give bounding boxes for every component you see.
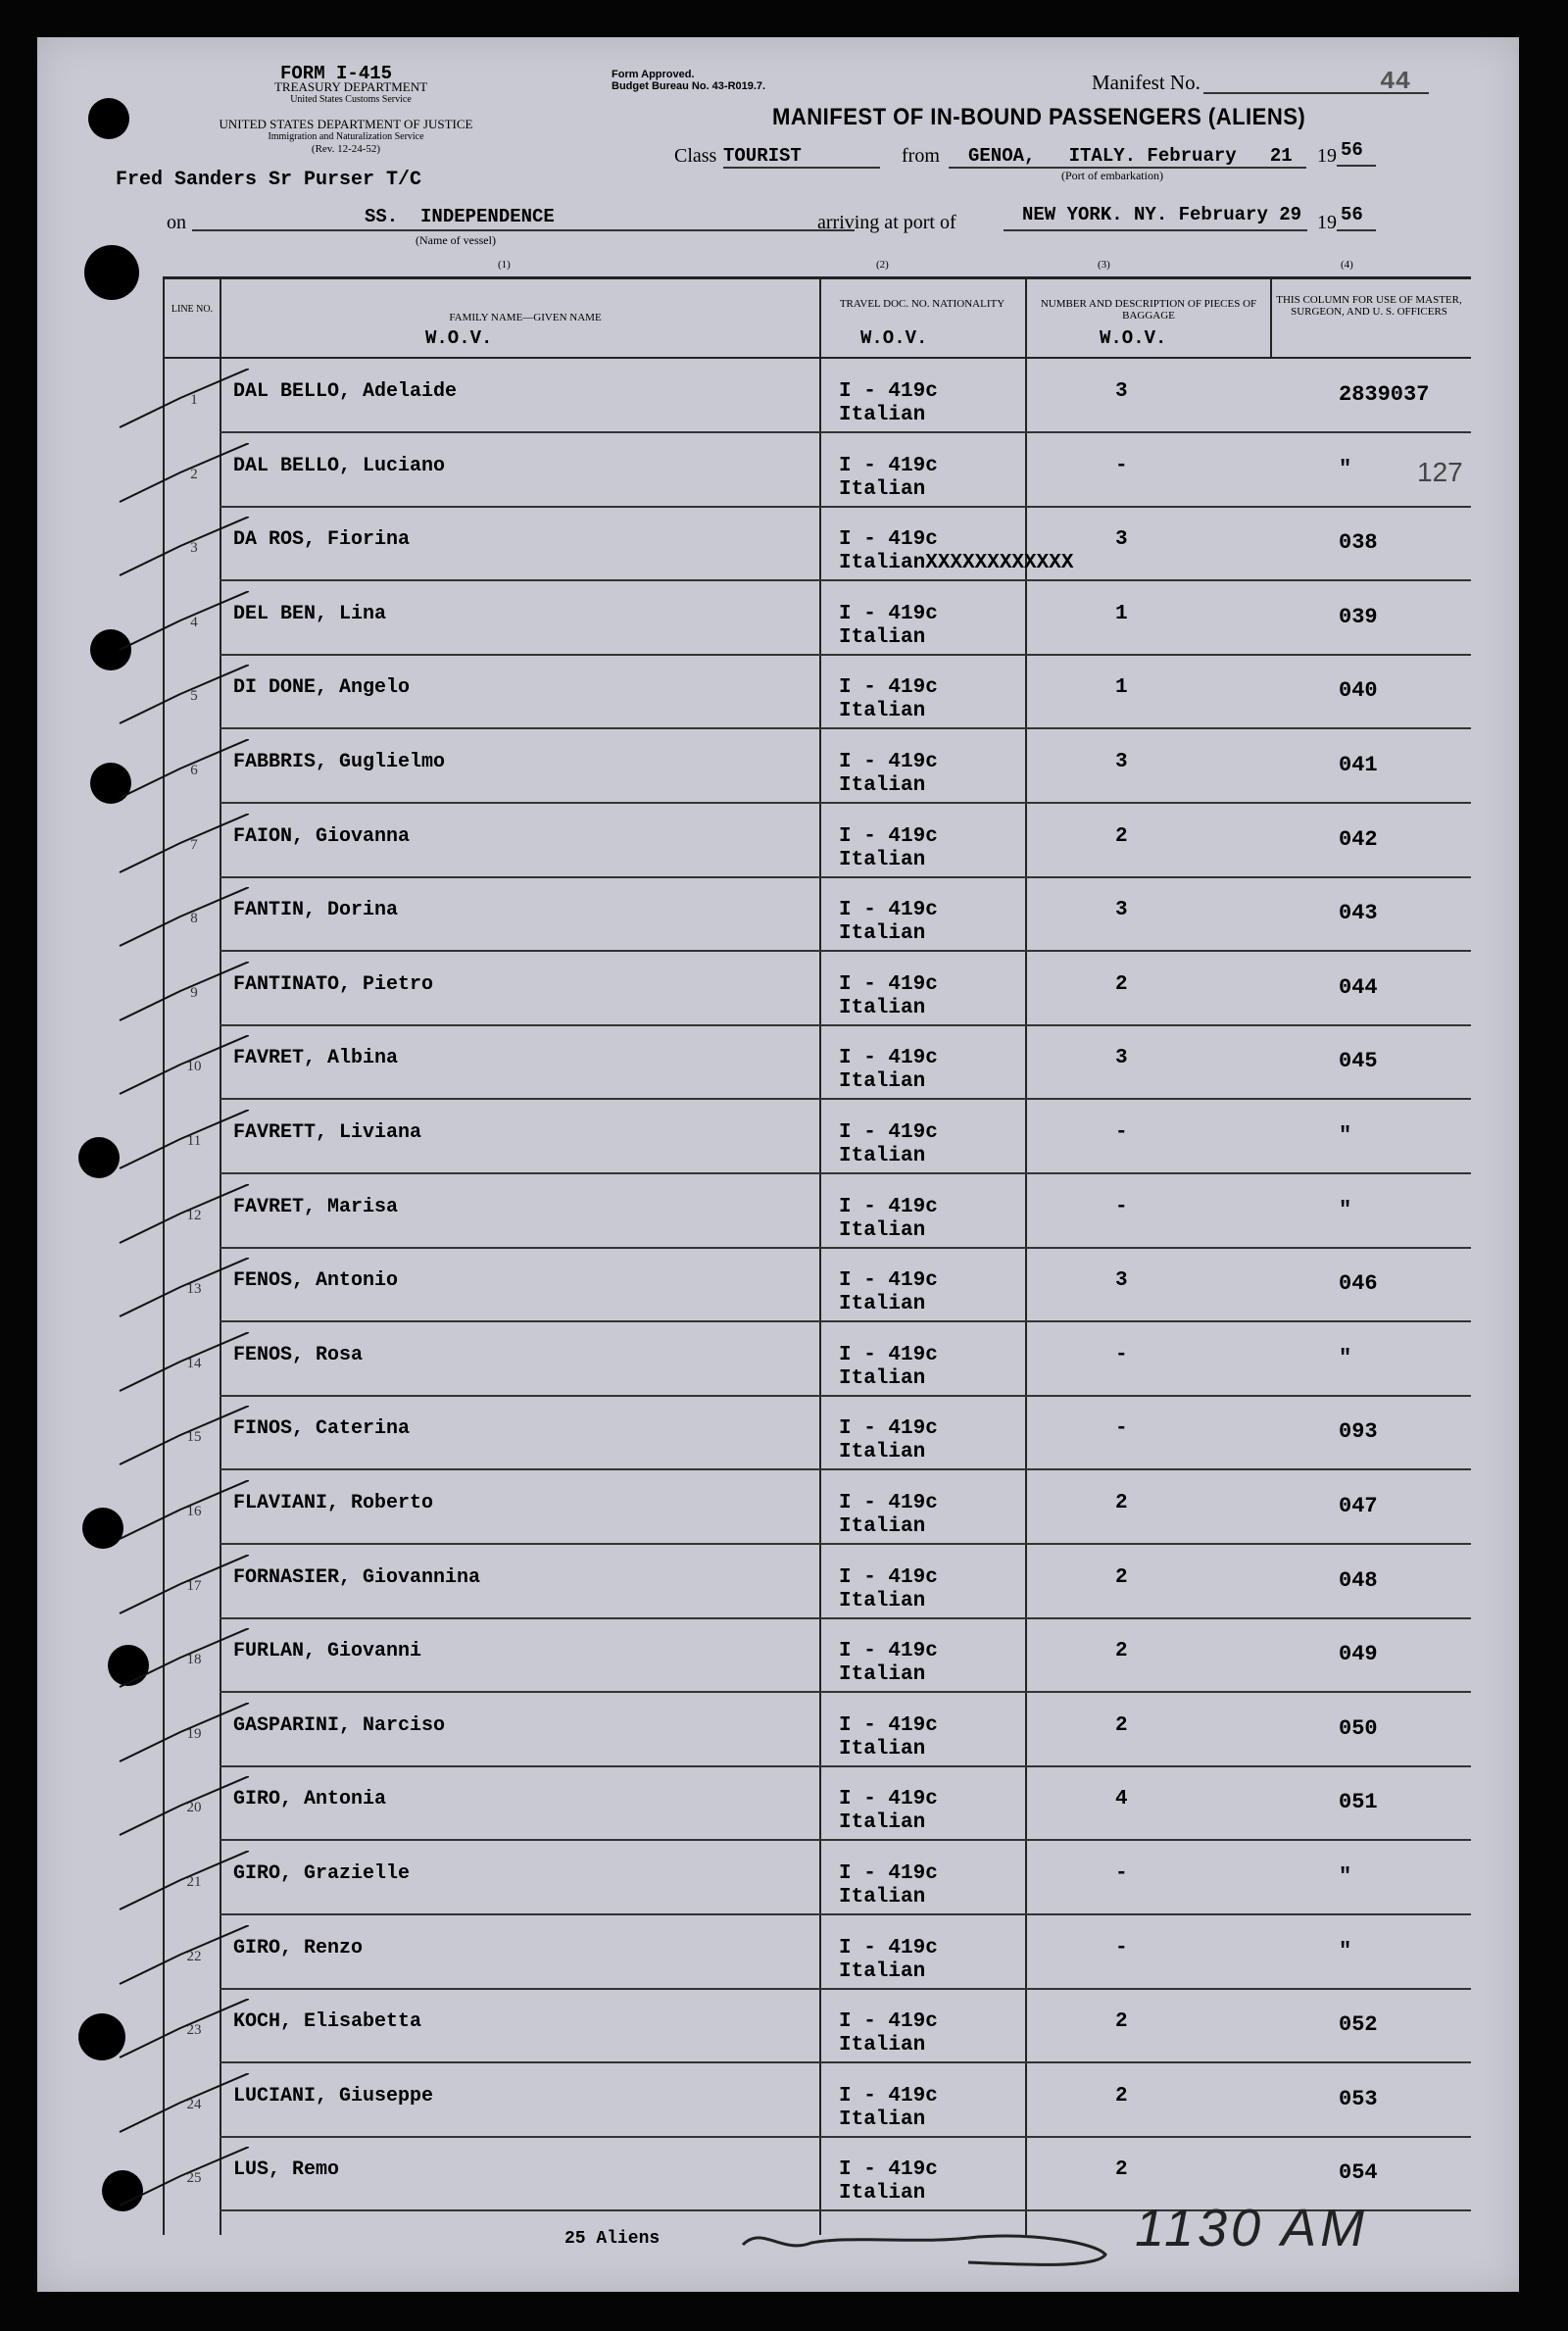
check-mark-icon	[112, 443, 249, 512]
officer-number: 052	[1339, 2012, 1378, 2038]
passenger-name: GASPARINI, Narciso	[233, 1713, 446, 1737]
officer-number: 044	[1339, 974, 1378, 1000]
table-row	[163, 1174, 1471, 1249]
line-number: 25	[186, 2170, 202, 2187]
officer-number: 053	[1339, 2086, 1378, 2111]
nationality: Italian	[839, 477, 926, 501]
travel-doc: I - 419c	[839, 899, 938, 922]
table-row	[163, 1100, 1471, 1174]
bag-header: NUMBER AND DESCRIPTION OF PIECES OF BAGGAGE	[1040, 298, 1257, 322]
line-number: 24	[186, 2096, 202, 2112]
nationality: Italian	[839, 1218, 926, 1242]
table-row	[163, 877, 1471, 952]
check-mark-icon	[112, 1925, 249, 1994]
travel-doc: I - 419c	[839, 1788, 938, 1811]
punch-hole	[84, 245, 139, 300]
officer-number: 054	[1339, 2160, 1378, 2186]
nationality: Italian	[839, 1293, 926, 1316]
table-row	[163, 952, 1471, 1026]
baggage-count: -	[1115, 1417, 1128, 1441]
officer-number: "	[1339, 1345, 1352, 1370]
baggage-count: -	[1115, 1195, 1128, 1218]
officer-number: 051	[1339, 1790, 1378, 1815]
purser-signature: Fred Sanders Sr Purser T/C	[116, 169, 422, 191]
passenger-name: FLAVIANI, Roberto	[233, 1492, 434, 1514]
line-number: 2	[190, 466, 198, 482]
nationality: Italian	[839, 2182, 926, 2206]
baggage-count: 3	[1115, 380, 1128, 403]
passenger-name: DA ROS, Fiorina	[233, 528, 411, 552]
passenger-name: FURLAN, Giovanni	[233, 1640, 422, 1663]
check-mark-icon	[112, 369, 249, 437]
baggage-count: 3	[1115, 528, 1128, 552]
check-mark-icon	[112, 2073, 249, 2142]
year-prefix-2: 19	[1317, 212, 1337, 233]
nationality: Italian	[839, 1811, 926, 1835]
baggage-count: 3	[1115, 1047, 1128, 1070]
officer-number: 041	[1339, 753, 1378, 777]
baggage-count: -	[1115, 1936, 1128, 1959]
table-row	[163, 655, 1471, 729]
officers-header: THIS COLUMN FOR USE OF MASTER, SURGEON, AND U. S. OFFICERS	[1276, 294, 1462, 318]
officer-number: 042	[1339, 826, 1378, 852]
check-mark-icon	[112, 1851, 249, 1919]
passenger-name: FAVRET, Marisa	[233, 1195, 399, 1218]
baggage-count: -	[1115, 1343, 1128, 1366]
nationality: Italian	[839, 996, 926, 1019]
baggage-count: 4	[1115, 1788, 1128, 1811]
travel-doc: I - 419c	[839, 751, 938, 773]
baggage-count: 2	[1115, 972, 1128, 996]
handwritten-scribble	[723, 2215, 1135, 2274]
check-mark-icon	[112, 1480, 249, 1549]
check-mark-icon	[112, 1628, 249, 1697]
officer-number: 043	[1339, 901, 1378, 926]
officer-number: 049	[1339, 1642, 1378, 1667]
travel-doc: I - 419c	[839, 1121, 938, 1144]
travel-doc: I - 419c	[839, 454, 938, 477]
check-mark-icon	[112, 1184, 249, 1253]
baggage-count: 2	[1115, 824, 1128, 848]
nationality: Italian	[839, 625, 926, 649]
line-number: 23	[186, 2022, 202, 2039]
handwritten-time: 1130 AM	[1135, 2199, 1369, 2257]
travel-doc: I - 419c	[839, 1269, 938, 1293]
check-mark-icon	[112, 887, 249, 956]
passenger-name: FAION, Giovanna	[233, 824, 411, 848]
from-label: from	[902, 145, 940, 167]
check-mark-icon	[112, 517, 249, 585]
line-number: 13	[186, 1281, 202, 1298]
nationality: Italian	[839, 848, 926, 871]
travel-doc: I - 419c	[839, 824, 938, 848]
embark-note: (Port of embarkation)	[1061, 169, 1163, 182]
table-row	[163, 359, 1471, 433]
travel-doc: I - 419c	[839, 1862, 938, 1885]
passenger-name: FINOS, Caterina	[233, 1417, 411, 1441]
line-number: 10	[186, 1059, 202, 1075]
nationality: Italian	[839, 922, 926, 946]
line-number: 4	[190, 614, 198, 630]
officer-number: "	[1339, 1197, 1352, 1222]
line-number: 5	[190, 688, 198, 705]
passenger-table	[163, 276, 1471, 2237]
line-number: 12	[186, 1207, 202, 1223]
travel-doc: I - 419c	[839, 1047, 938, 1070]
col4-number: (4)	[1341, 259, 1353, 271]
table-row	[163, 729, 1471, 804]
class-value: TOURIST	[723, 145, 802, 167]
passenger-name: GIRO, Grazielle	[233, 1862, 411, 1885]
travel-doc: I - 419c	[839, 1417, 938, 1441]
travel-doc: I - 419c	[839, 972, 938, 996]
nationality: Italian	[839, 404, 926, 426]
officer-number: 046	[1339, 1271, 1378, 1297]
travel-doc: I - 419c	[839, 1343, 938, 1366]
baggage-count: 2	[1115, 1565, 1128, 1589]
officer-number: 038	[1339, 530, 1378, 556]
line-number: 16	[186, 1504, 202, 1519]
check-mark-icon	[112, 1258, 249, 1326]
officer-number: 045	[1339, 1049, 1378, 1074]
table-row	[163, 1618, 1471, 1693]
year-underline-1	[1337, 165, 1376, 167]
table-row	[163, 1322, 1471, 1397]
line-number: 8	[190, 911, 198, 927]
form-number: FORM I-415	[280, 63, 393, 84]
passenger-name: FANTIN, Dorina	[233, 899, 399, 922]
passenger-name: DAL BELLO, Luciano	[233, 454, 446, 477]
check-mark-icon	[112, 1703, 249, 1771]
manifest-no-value: 44	[1380, 67, 1411, 96]
officer-number: "	[1339, 456, 1352, 481]
justice-block	[165, 118, 527, 156]
on-label: on	[167, 212, 186, 233]
total-aliens: 25 Aliens	[564, 2229, 661, 2249]
year-underline-2	[1337, 229, 1376, 231]
nationality: Italian	[839, 1070, 926, 1094]
travel-doc: I - 419c	[839, 1195, 938, 1218]
col3-number: (3)	[1098, 259, 1110, 271]
officer-number: 040	[1339, 678, 1378, 704]
arriving-underline	[1004, 229, 1307, 231]
travel-doc: I - 419c	[839, 528, 938, 552]
baggage-count: 2	[1115, 2158, 1128, 2182]
line-number: 19	[186, 1725, 202, 1742]
check-mark-icon	[112, 2147, 249, 2215]
passenger-name: LUS, Remo	[233, 2158, 340, 2182]
passenger-name: DAL BELLO, Adelaide	[233, 380, 458, 403]
name-wov: W.O.V.	[425, 327, 493, 349]
manifest-no-label: Manifest No.	[1092, 71, 1200, 94]
officer-number: 039	[1339, 604, 1378, 629]
passenger-name: FAVRETT, Liviana	[233, 1121, 422, 1144]
baggage-count: -	[1115, 454, 1128, 477]
table-row	[163, 507, 1471, 581]
immigration-label: Immigration and Naturalization Service	[268, 131, 424, 142]
table-row	[163, 2063, 1471, 2138]
passenger-name: DI DONE, Angelo	[233, 676, 411, 700]
table-row	[163, 1248, 1471, 1322]
class-underline	[723, 167, 880, 169]
table-row	[163, 433, 1471, 508]
punch-hole	[88, 98, 129, 139]
approval-block	[612, 69, 765, 92]
col2-number: (2)	[876, 259, 889, 271]
nationality: Italian	[839, 1737, 926, 1761]
line-number: 17	[186, 1577, 202, 1594]
check-mark-icon	[112, 591, 249, 660]
table-row	[163, 581, 1471, 656]
passenger-name: GIRO, Antonia	[233, 1788, 387, 1811]
table-row	[163, 1841, 1471, 1915]
baggage-count: 2	[1115, 2010, 1128, 2034]
check-mark-icon	[112, 1406, 249, 1474]
bag-wov: W.O.V.	[1100, 327, 1167, 349]
vessel-name: SS. INDEPENDENCE	[365, 206, 555, 227]
table-row	[163, 1396, 1471, 1470]
baggage-count: 2	[1115, 1640, 1128, 1663]
line-number: 20	[186, 1800, 202, 1816]
table-row	[163, 1693, 1471, 1767]
table-top-border	[163, 276, 1471, 279]
approved-label: Form Approved.	[612, 69, 695, 80]
line-number: 18	[186, 1652, 202, 1668]
col1-number: (1)	[498, 259, 511, 271]
travel-doc: I - 419c	[839, 1640, 938, 1663]
passenger-name: FAVRET, Albina	[233, 1047, 399, 1070]
passenger-name: FENOS, Antonio	[233, 1269, 399, 1293]
arriving-label: arriving at port of	[817, 212, 956, 233]
nationality: Italian	[839, 1145, 926, 1167]
table-row	[163, 1470, 1471, 1545]
officer-number: "	[1339, 1938, 1352, 1963]
agency-block	[243, 80, 459, 106]
officer-number: 2839037	[1339, 382, 1430, 407]
nationality: Italian	[839, 1441, 926, 1464]
baggage-count: -	[1115, 1121, 1128, 1144]
nationality: Italian	[839, 1886, 926, 1909]
baggage-count: 2	[1115, 1492, 1128, 1514]
name-header: FAMILY NAME—GIVEN NAME	[449, 312, 602, 323]
line-number: 9	[190, 984, 198, 1001]
check-mark-icon	[112, 1776, 249, 1845]
line-no-header: LINE NO.	[171, 304, 214, 315]
side-note: 127	[1417, 457, 1463, 487]
passenger-name: DEL BEN, Lina	[233, 602, 387, 625]
from-value: GENOA, ITALY. February 21	[968, 145, 1293, 167]
baggage-count: 1	[1115, 676, 1128, 700]
table-row	[163, 1545, 1471, 1619]
bag-col-border	[1270, 276, 1272, 357]
nationality: Italian	[839, 1366, 926, 1390]
check-mark-icon	[112, 1110, 249, 1178]
travel-doc: I - 419c	[839, 1492, 938, 1514]
check-mark-icon	[112, 1999, 249, 2067]
passenger-name: FANTINATO, Pietro	[233, 972, 434, 996]
officer-number: "	[1339, 1864, 1352, 1889]
check-mark-icon	[112, 1035, 249, 1104]
travel-doc: I - 419c	[839, 2084, 938, 2108]
line-number: 11	[186, 1133, 202, 1149]
line-number: 21	[186, 1874, 202, 1890]
manifest-title: MANIFEST OF IN-BOUND PASSENGERS (ALIENS)	[772, 104, 1306, 130]
check-mark-icon	[112, 739, 249, 808]
nationality: Italian	[839, 2034, 926, 2058]
passenger-name: GIRO, Renzo	[233, 1936, 364, 1959]
nationality: Italian	[839, 700, 926, 723]
nationality: Italian	[839, 1663, 926, 1687]
check-mark-icon	[112, 1332, 249, 1401]
travel-doc: I - 419c	[839, 2158, 938, 2182]
table-row	[163, 1915, 1471, 1990]
nationality: Italian	[839, 1959, 926, 1983]
passenger-name: FORNASIER, Giovannina	[233, 1565, 481, 1589]
passenger-name: FABBRIS, Guglielmo	[233, 751, 446, 773]
baggage-count: 2	[1115, 2084, 1128, 2108]
doc-wov: W.O.V.	[860, 327, 928, 349]
passenger-name: FENOS, Rosa	[233, 1343, 364, 1366]
line-number: 1	[190, 392, 198, 408]
year-value-2: 56	[1341, 204, 1363, 225]
class-label: Class	[674, 145, 717, 167]
travel-doc: I - 419c	[839, 1565, 938, 1589]
line-number: 7	[190, 836, 198, 853]
officer-number: 093	[1339, 1419, 1378, 1445]
year-value-1: 56	[1341, 139, 1363, 161]
officer-number: 048	[1339, 1567, 1378, 1593]
travel-doc: I - 419c	[839, 1713, 938, 1737]
table-row	[163, 804, 1471, 878]
travel-doc: I - 419c	[839, 1936, 938, 1959]
baggage-count: 3	[1115, 1269, 1128, 1293]
table-row	[163, 1025, 1471, 1100]
passenger-name: LUCIANI, Giuseppe	[233, 2084, 434, 2108]
nationality: Italian	[839, 2108, 926, 2131]
line-number: 22	[186, 1948, 202, 1964]
check-mark-icon	[112, 962, 249, 1030]
revision-label: (Rev. 12-24-52)	[311, 143, 381, 155]
baggage-count: 3	[1115, 751, 1128, 773]
travel-doc: I - 419c	[839, 380, 938, 403]
vessel-underline	[192, 229, 855, 231]
nationality: Italian	[839, 1589, 926, 1612]
officer-number: 050	[1339, 1715, 1378, 1741]
travel-doc: I - 419c	[839, 676, 938, 700]
nationality: Italian	[839, 774, 926, 797]
passenger-name: KOCH, Elisabetta	[233, 2010, 422, 2034]
line-number: 3	[190, 540, 198, 557]
check-mark-icon	[112, 1555, 249, 1623]
arriving-value: NEW YORK. NY. February 29	[1022, 204, 1302, 225]
line-number: 15	[186, 1429, 202, 1446]
justice-label: UNITED STATES DEPARTMENT OF JUSTICE	[219, 117, 473, 131]
table-row	[163, 1989, 1471, 2063]
travel-doc: I - 419c	[839, 2010, 938, 2034]
treasury-label: TREASURY DEPARTMENT	[273, 79, 428, 94]
nationality: ItalianXXXXXXXXXXXX	[839, 552, 1074, 575]
baggage-count: 1	[1115, 602, 1128, 625]
nationality: Italian	[839, 1515, 926, 1538]
doc-header: TRAVEL DOC. NO. NATIONALITY	[839, 298, 1005, 310]
manifest-sheet	[37, 37, 1519, 2292]
travel-doc: I - 419c	[839, 602, 938, 625]
vessel-note: (Name of vessel)	[416, 233, 496, 247]
budget-label: Budget Bureau No. 43-R019.7.	[612, 80, 766, 92]
baggage-count: -	[1115, 1862, 1128, 1885]
baggage-count: 2	[1115, 1713, 1128, 1737]
customs-label: United States Customs Service	[290, 94, 412, 105]
baggage-count: 3	[1115, 899, 1128, 922]
table-row	[163, 1766, 1471, 1841]
line-number: 6	[190, 763, 198, 778]
check-mark-icon	[112, 814, 249, 882]
officer-number: 047	[1339, 1494, 1378, 1518]
officer-number: "	[1339, 1123, 1352, 1148]
check-mark-icon	[112, 665, 249, 733]
year-prefix-1: 19	[1317, 145, 1337, 167]
line-number: 14	[186, 1355, 202, 1371]
